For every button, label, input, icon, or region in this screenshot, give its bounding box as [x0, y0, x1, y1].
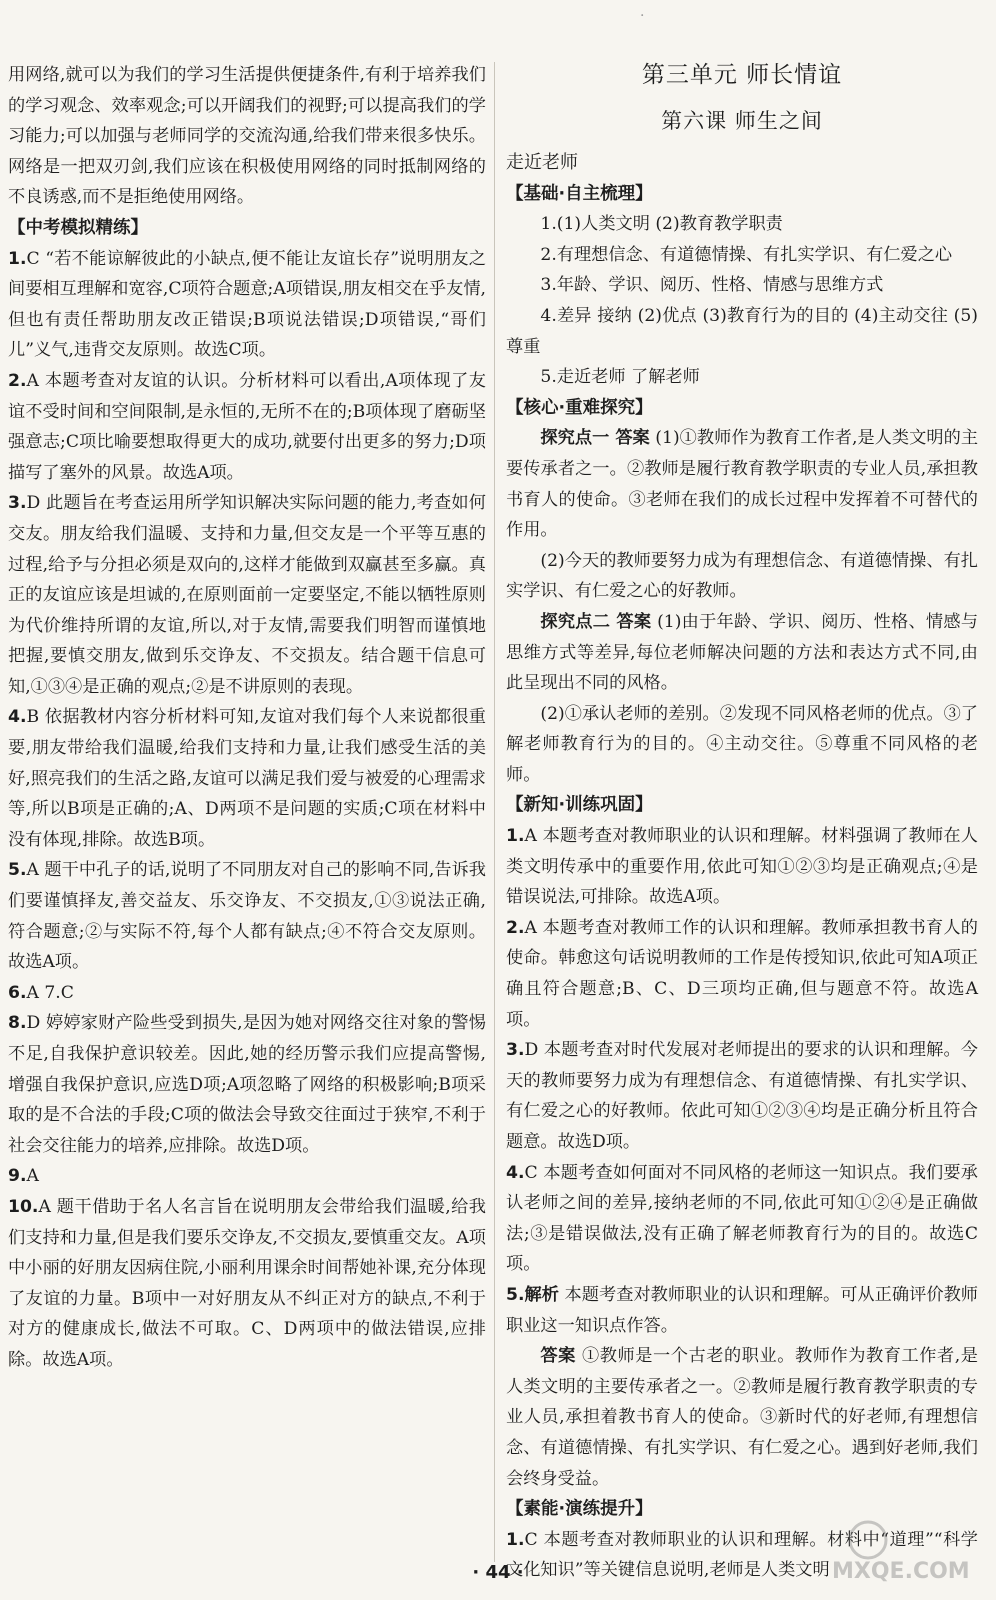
- explore-1-b: (2)今天的教师要努力成为有理想信念、有道德情操、有扎实学识、有仁爱之心的好教师。: [506, 550, 978, 602]
- lesson-title: 第六课 师生之间: [661, 109, 823, 133]
- item-text: B 依据教材内容分析材料可知,友谊对我们每个人来说都很重要,朋友带给我们温暖,给我们支持和力量,让我们感受生活的美好,照亮我们的生活之路,友谊可以满足我们爱与被爱的心理需求等,所以B项是正确的;A、D两项不是问题的实质;C项在材料中没有体现,排除。故选B项。: [8, 707, 486, 850]
- answer-item: [506, 821, 978, 913]
- right-column: [506, 60, 978, 1586]
- item-text: A 7.C: [26, 982, 74, 1003]
- item-number: 2.: [8, 370, 27, 391]
- explore-2-a: [506, 607, 978, 699]
- section-title-new-knowledge: 【新知·训练巩固】: [506, 795, 653, 816]
- item-number: 3.: [8, 493, 27, 514]
- explore-2-b: (2)①承认老师的差别。②发现不同风格老师的优点。③了解老师教育行为的目的。④主动交往。⑤尊重不同风格的老师。: [506, 703, 978, 785]
- item-number: 1.: [8, 248, 27, 269]
- item-text: C 本题考查对教师职业的认识和理解。材料中“道理”“科学文化知识”等关键信息说明,老师是人类文明: [506, 1529, 978, 1581]
- sub-title: 走近老师: [506, 152, 578, 173]
- watermark-logo: [828, 1514, 978, 1584]
- item-text: A 题干借助于名人名言旨在说明朋友会带给我们温暖,给我们支持和力量,但是我们要乐交诤友,不交损友,要慎重交友。A项中小丽的好朋友因病住院,小丽利用课余时间帮她补课,充分体现了友谊的力量。B项中一对好朋友从不纠正对方的缺点,不利于对方的健康成长,做法不可取。C、D两项中的做法错误,应排除。故选A项。: [8, 1196, 486, 1370]
- column-divider: [494, 62, 495, 1562]
- item-number: 10.: [8, 1196, 39, 1217]
- answer-item: [8, 855, 486, 977]
- explore-1-label: 探究点一 答案: [540, 428, 650, 449]
- answer-item: [8, 1192, 486, 1376]
- item-text: A 本题考查对教师工作的认识和理解。教师承担教书育人的使命。韩愈这句话说明教师的工作是传授知识,依此可知A项正确且符合题意;B、C、D三项均正确,但与题意不符。故选A项。: [506, 917, 978, 1030]
- section-title-skills: 【素能·演练提升】: [506, 1499, 653, 1520]
- answer-item: [506, 1035, 978, 1157]
- item-text: C “若不能谅解彼此的小缺点,便不能让友谊长存”说明朋友之间要相互理解和宽容,C项符合题意;A项错误,朋友相交在乎友情,但也有责任帮助朋友改正错误;B项说法错误;D项错误,“哥们儿”义气,违背交友原则。故选C项。: [8, 248, 486, 361]
- basics-item: 3.年龄、学识、阅历、性格、情感与思维方式: [540, 275, 884, 296]
- section-title-exam-practice: 【中考模拟精练】: [8, 217, 148, 238]
- answer-item-5-answer: [506, 1341, 978, 1494]
- analysis-text: 本题考查对教师职业的认识和理解。可从正确评价教师职业这一知识点作答。: [506, 1284, 978, 1336]
- page-number: · 44 ·: [472, 1562, 524, 1583]
- item-text: A: [26, 1166, 39, 1187]
- answer-item: [8, 488, 486, 702]
- explore-2-a-text: (1)由于年龄、学识、阅历、性格、情感与思维方式等差异,每位老师解决问题的方法和表达方式不同,由此呈现出不同的风格。: [506, 611, 979, 694]
- item-text: D 本题考查对时代发展对老师提出的要求的认识和理解。今天的教师要努力成为有理想信念、有道德情操、有扎实学识、有仁爱之心的好教师。依此可知①②③④均是正确分析且符合题意。故选D项。: [506, 1040, 978, 1152]
- item-number: 4.: [506, 1162, 525, 1183]
- item-number: 1.: [506, 1529, 525, 1550]
- item-number: 5.: [506, 1284, 525, 1305]
- item-number: 3.: [506, 1040, 525, 1061]
- basics-item: 1.(1)人类文明 (2)教育教学职责: [540, 214, 783, 235]
- watermark-text: MXQE.COM: [832, 1559, 970, 1584]
- answer-label: 答案: [540, 1346, 576, 1367]
- analysis-label: 解析: [524, 1284, 560, 1305]
- item-text: D 婷婷家财产险些受到损失,是因为她对网络交往对象的警惕不足,自我保护意识较差。因此,她的经历警示我们应提高警惕,增强自我保护意识,应选D项;A项忽略了网络的积极影响;B项采取的是不合法的手段;C项的做法会导致交往面过于狭窄,不利于社会交往能力的培养,应排除。故选D项。: [8, 1013, 486, 1156]
- answer-item: [8, 1008, 486, 1161]
- answer-item: [506, 1158, 978, 1280]
- watermark-ring: [850, 1522, 886, 1558]
- unit-title: 第三单元 师长情谊: [641, 62, 843, 88]
- item-text: A 题干中孔子的话,说明了不同朋友对自己的影响不同,告诉我们要谨慎择友,善交益友、乐交诤友、不交损友,①③说法正确,符合题意;②与实际不符,每个人都有缺点;④不符合交友原则。故选A项。: [8, 860, 486, 973]
- item-text: A 本题考查对友谊的认识。分析材料可以看出,A项体现了友谊不受时间和空间限制,是永恒的,无所不在的;B项体现了磨砺坚强意志;C项比喻要想取得更大的成功,就要付出更多的努力;D项描写了塞外的风景。故选A项。: [8, 370, 486, 483]
- item-number: 8.: [8, 1013, 27, 1034]
- answer-item: [8, 366, 486, 488]
- item-number: 2.: [506, 917, 525, 938]
- basics-item: 4.差异 接纳 (2)优点 (3)教育行为的目的 (4)主动交往 (5)尊重: [506, 305, 978, 357]
- basics-list: [506, 209, 978, 393]
- section-title-basics: 【基础·自主梳理】: [506, 183, 653, 204]
- answer-item: [506, 913, 978, 1035]
- section-title-core: 【核心·重难探究】: [506, 397, 653, 418]
- answer-item-5: [506, 1280, 978, 1341]
- answer-item: [8, 244, 486, 366]
- item-number: 9.: [8, 1166, 27, 1187]
- item-text: C 本题考查如何面对不同风格的老师这一知识点。我们要承认老师之间的差异,接纳老师的不同,依此可知①②④是正确做法;③是错误做法,没有正确了解老师教育行为的目的。故选C项。: [506, 1162, 978, 1275]
- explore-1-a: [506, 423, 978, 545]
- item-number: 6.: [8, 982, 27, 1003]
- item-text: D 此题旨在考查运用所学知识解决实际问题的能力,考查如何交友。朋友给我们温暖、支持和力量,但交友是一个平等互惠的过程,给予与分担必须是双向的,这样才能做到双赢甚至多赢。真正的友谊应该是坦诚的,在原则面前一定要坚定,不能以牺牲原则为代价维持所谓的友谊,所以,对于友情,需要我们明智而谨慎地把握,要慎交朋友,做到乐交诤友、不交损友。结合题干信息可知,①③④是正确的观点;②是不讲原则的表现。: [8, 493, 486, 697]
- item-number: 5.: [8, 860, 27, 881]
- explore-2-label: 探究点二 答案: [540, 611, 652, 632]
- basics-item: 2.有理想信念、有道德情操、有扎实学识、有仁爱之心: [540, 244, 953, 265]
- left-column: [8, 60, 486, 1376]
- explore-1-a-text: (1)①教师作为教育工作者,是人类文明的主要传承者之一。②教师是履行教育教学职责的专业人员,承担教书育人的使命。③老师在我们的成长过程中发挥着不可替代的作用。: [506, 428, 979, 541]
- answer-item: [8, 978, 486, 1009]
- item-text: A 本题考查对教师职业的认识和理解。材料强调了教师在人类文明传承中的重要作用,依此可知①②③均是正确观点;④是错误说法,可排除。故选A项。: [506, 826, 978, 908]
- right-answer-list: [506, 821, 978, 1280]
- scan-mark: ·: [640, 8, 645, 24]
- basics-item: 5.走近老师 了解老师: [540, 367, 700, 388]
- item-number: 4.: [8, 707, 27, 728]
- left-answer-list: [8, 244, 486, 1376]
- answer-item: [8, 1161, 486, 1192]
- intro-paragraph: 用网络,就可以为我们的学习生活提供便捷条件,有利于培养我们的学习观念、效率观念;可以开阔我们的视野;可以提高我们的学习能力;可以加强与老师同学的交流沟通,给我们带来很多快乐。网络是一把双刃剑,我们应该在积极使用网络的同时抵制网络的不良诱惑,而不是拒绝使用网络。: [8, 65, 486, 208]
- answer-item: [8, 702, 486, 855]
- answer-text: ①教师是一个古老的职业。教师作为教育工作者,是人类文明的主要传承者之一。②教师是履行教育教学职责的专业人员,承担着教书育人的使命。③新时代的好老师,有理想信念、有道德情操、有扎实学识、有仁爱之心。遇到好老师,我们会终身受益。: [506, 1346, 978, 1489]
- item-number: 1.: [506, 826, 525, 847]
